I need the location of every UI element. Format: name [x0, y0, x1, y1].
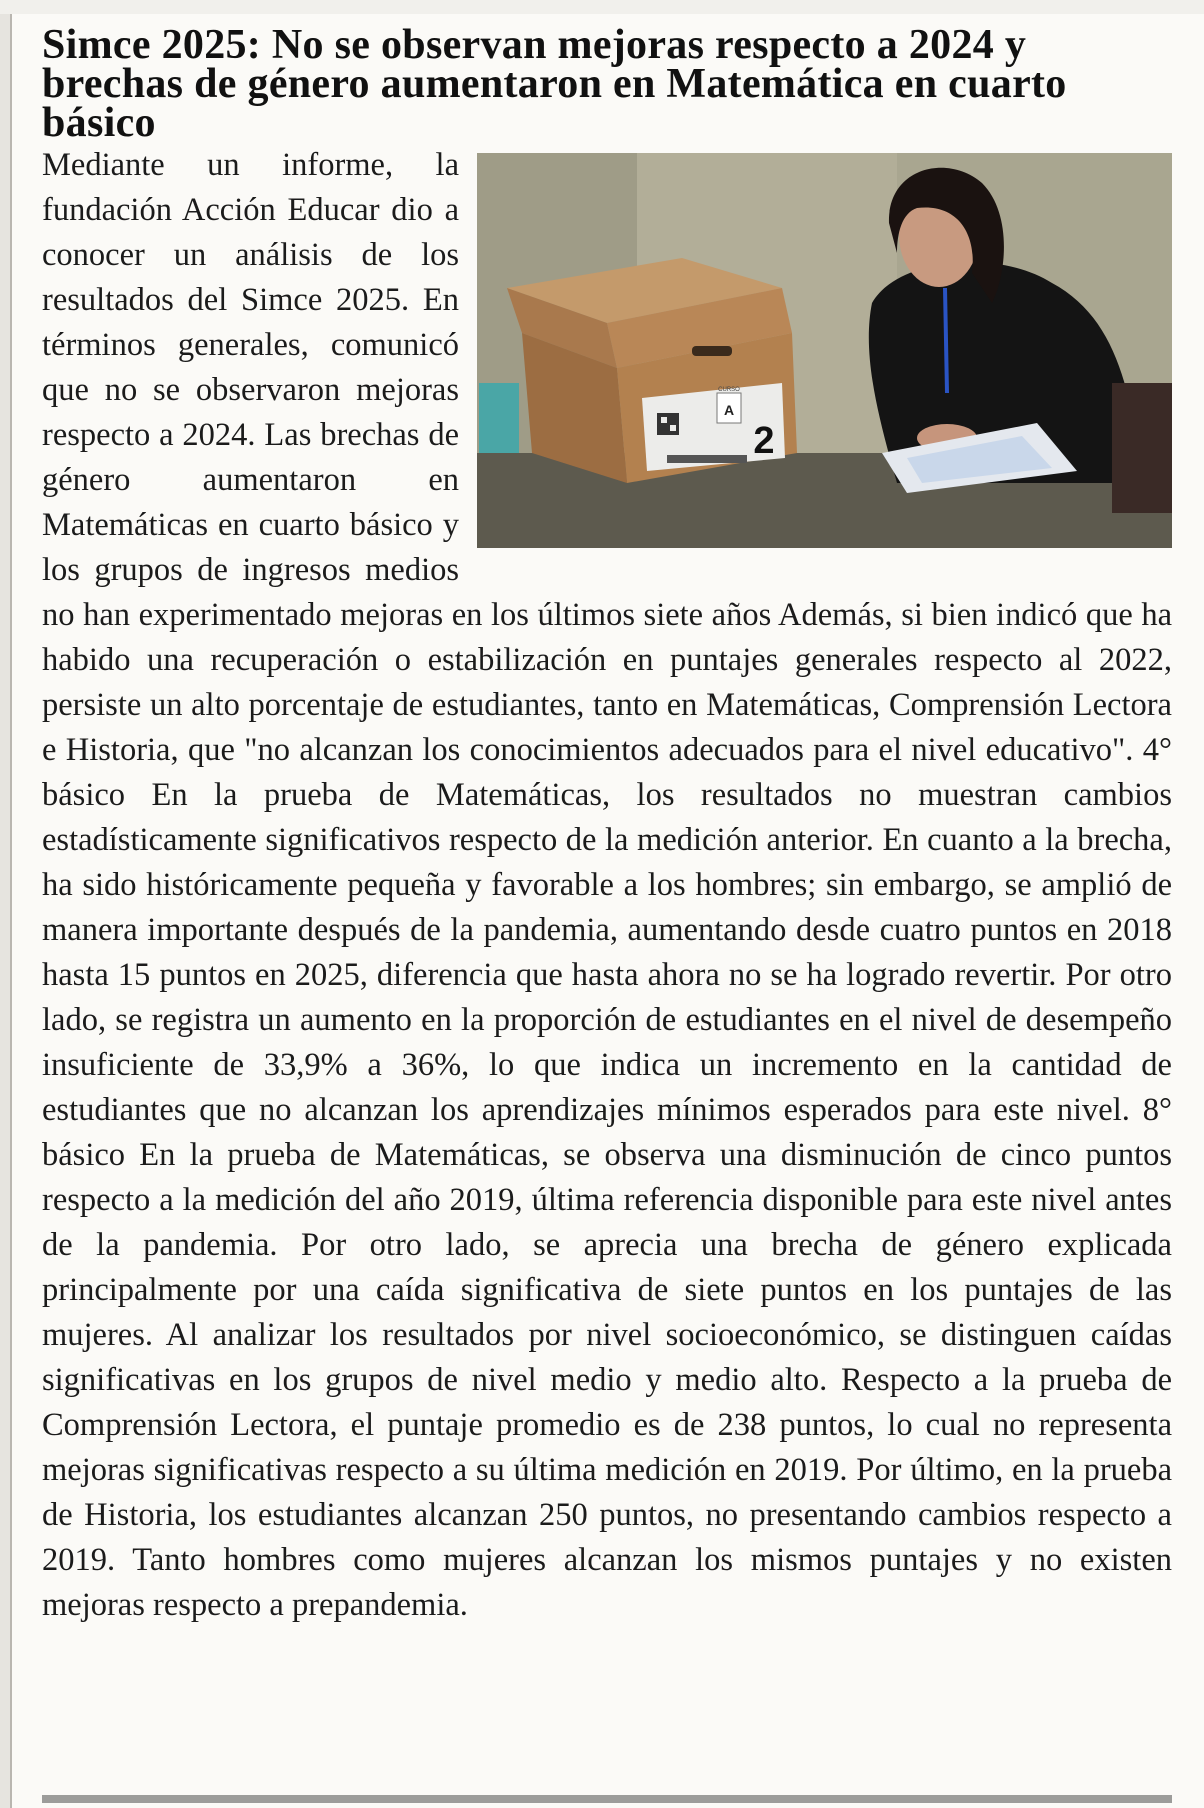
box-course-label: CURSO: [718, 387, 740, 393]
article-body: Mediante un informe, la fundación Acción Educar dio a conocer un análisis de los resultados del Simce 2025. En términos generales, comunicó que no se observaron mejoras respecto a 2024. Las brechas de género aumentaron en Matemáticas en cuarto básico y los grupos de ingresos medios no han experimentado mejoras en los últimos siete años Además, si bien indicó que ha habido una recuperación o estabilización en puntajes generales respecto al 2022, persiste un alto porcentaje de estudiantes, tanto en Matemáticas, Comprensión Lectora e Historia, que "no alcanzan los conocimientos adecuados para el nivel educativo". 4° básico En la prueba de Matemáticas, los resultados no muestran cambios estadísticamente significativos respecto de la medición anterior. En cuanto a la brecha, ha sido históricamente pequeña y favorable a los hombres; sin embargo, se amplió de manera importante después de la pandemia, aumentando desde cuatro puntos en 2018 hasta 15 puntos en 2025, diferencia que hasta ahora no se ha logrado revertir. Por otro lado, se registra un aumento en la proporción de estudiantes en el nivel de desempeño insuficiente de 33,9% a 36%, lo que indica un incremento en la cantidad de estudiantes que no alcanzan los aprendizajes mínimos esperados para este nivel. 8° básico En la prueba de Matemáticas, se observa una disminución de cinco puntos respecto a la medición del año 2019, última referencia disponible para este nivel antes de la pandemia. Por otro lado, se aprecia una brecha de género explicada principalmente por una caída significativa de siete puntos en los puntajes de las mujeres. Al analizar los resultados por nivel socioeconómico, se distinguen caídas significativas en los grupos de nivel medio y medio alto. Respecto a la prueba de Comprensión Lectora, el puntaje promedio es de 238 puntos, lo cual no representa mejoras significativas respecto a su última medición en 2019. Por último, en la prueba de Historia, los estudiantes alcanzan 250 puntos, no presentando cambios respecto a 2019. Tanto hombres como mujeres alcanzan los mismos puntajes y no existen mejoras respecto a prepandemia.: [42, 147, 1172, 1623]
article-headline: Simce 2025: No se observan mejoras respecto a 2024 y brechas de género aumentaron en Matemática en cuarto básico: [42, 22, 1067, 146]
page-top-edge: [0, 0, 1204, 14]
box-course-letter: A: [723, 402, 735, 418]
news-article: [42, 22, 1172, 1628]
page-bottom-bar: [42, 1795, 1172, 1803]
article-photo: [477, 153, 1172, 548]
page-margin-rule: [0, 0, 12, 1808]
photo-illustration: [477, 153, 1172, 548]
box-number: 2: [753, 420, 775, 462]
barcode: [667, 455, 747, 463]
